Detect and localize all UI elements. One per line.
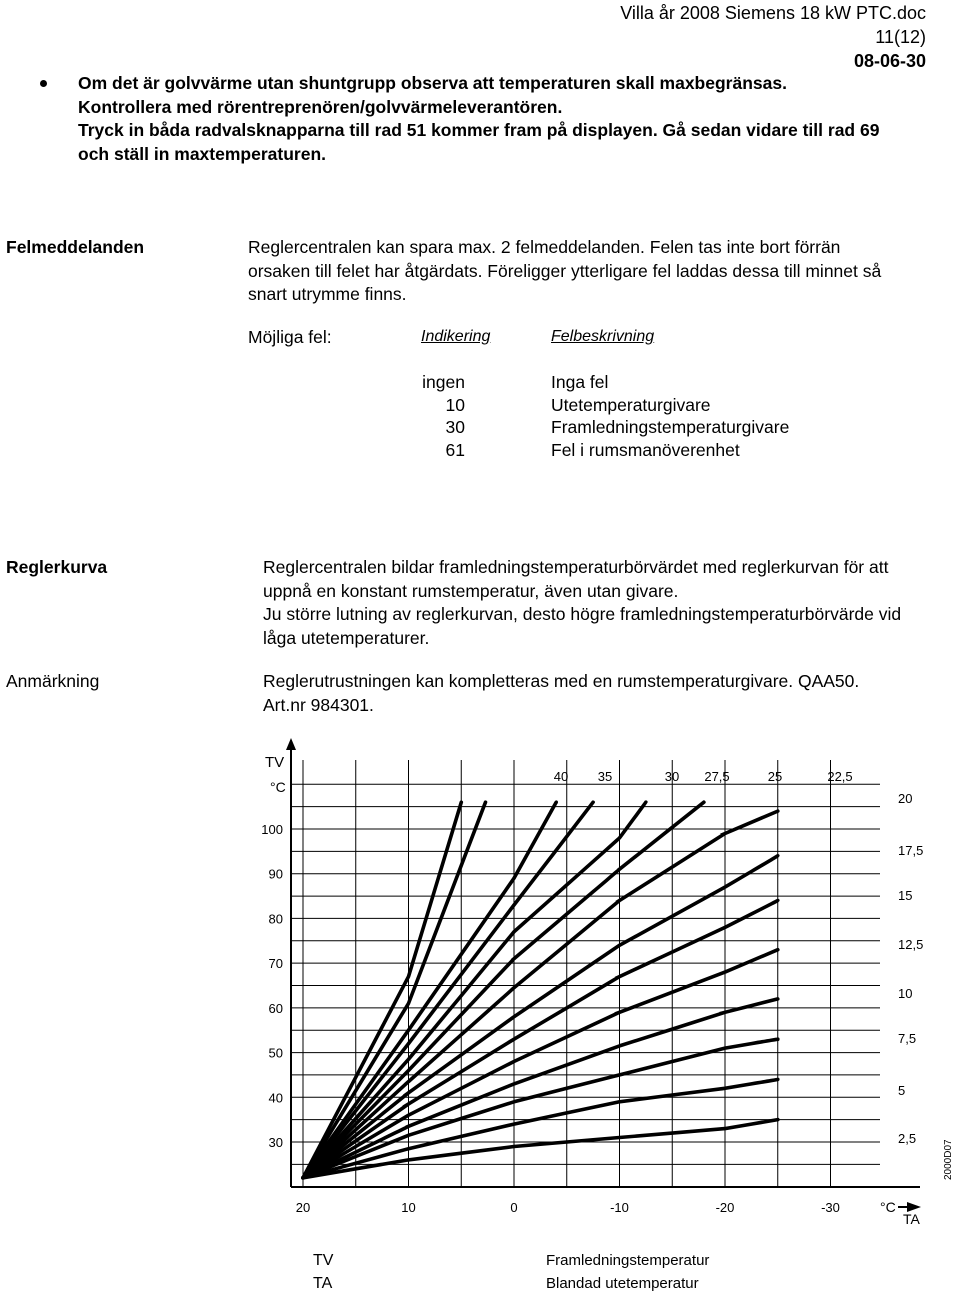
- legend-text: Blandad utetemperatur: [546, 1275, 699, 1292]
- table-row: [0, 371, 960, 394]
- text-line: Reglercentralen kan spara max. 2 felmeddelanden. Felen tas inte bort förrän: [248, 237, 841, 257]
- bullet-line: Tryck in båda radvalsknapparna till rad 51 kommer fram på displayen. Gå sedan vidare till rad 69: [78, 120, 880, 140]
- curve-label: 22,5: [827, 769, 853, 784]
- curve-label: 17,5: [898, 843, 924, 858]
- curve-label: 30: [664, 769, 680, 784]
- anmarkning-text: [263, 670, 953, 717]
- bullet-line: och ställ in maxtemperaturen.: [78, 143, 326, 164]
- x-axis-unit: °C: [880, 1199, 896, 1215]
- curve-label: 12,5: [898, 937, 924, 952]
- bullet-line: Kontrollera med rörentreprenören/golvvärmeleverantören.: [78, 96, 563, 117]
- fault-description: Framledningstemperaturgivare: [551, 417, 790, 437]
- curve-label: 7,5: [898, 1031, 917, 1046]
- text-line: Reglercentralen bildar framledningstemperaturbörvärdet med reglerkurvan för att: [263, 557, 889, 577]
- anmarkning-heading: Anmärkning: [6, 671, 100, 691]
- heating-curve-20: [303, 811, 778, 1178]
- text-line: orsaken till felet har åtgärdats. Föreligger ytterligare fel laddas dessa till minnet så: [248, 260, 882, 281]
- text-line: låga utetemperaturer.: [263, 627, 430, 648]
- page-number: 11(12): [875, 27, 926, 47]
- table-row: [0, 439, 960, 462]
- x-tick-label: -30: [821, 1200, 840, 1215]
- bullet-line: Om det är golvvärme utan shuntgrupp observa att temperaturen skall maxbegränsas.: [78, 73, 787, 93]
- y-tick-label: 80: [268, 911, 283, 927]
- legend-text: Framledningstemperatur: [546, 1252, 710, 1269]
- y-tick-labels: [261, 822, 283, 1150]
- y-tick-label: 60: [268, 1000, 283, 1016]
- bullet-paragraph: [40, 72, 950, 166]
- curve-label: 20: [898, 791, 913, 806]
- fault-table: [0, 371, 960, 463]
- reglerkurva-text: [263, 556, 957, 650]
- fault-description: Utetemperaturgivare: [551, 394, 711, 415]
- curve-label: 35: [597, 769, 613, 784]
- heating-curves: [303, 802, 778, 1178]
- x-tick-label: 0: [510, 1200, 518, 1215]
- legend-key: TA: [313, 1275, 333, 1292]
- curve-label: 2,5: [898, 1131, 917, 1146]
- heating-curve-35: [303, 802, 486, 1178]
- chart-legend: [313, 1252, 709, 1292]
- x-tick-label: -20: [715, 1200, 735, 1215]
- fault-code: 10: [445, 394, 465, 415]
- text-line: Art.nr 984301.: [263, 694, 374, 715]
- y-axis-arrow-icon: [286, 738, 296, 750]
- figure-code: 2000D07: [943, 1139, 954, 1180]
- curve-label: 40: [553, 769, 569, 784]
- y-tick-label: 100: [261, 822, 283, 837]
- y-tick-label: 30: [268, 1135, 283, 1150]
- text-line: uppnå en konstant rumstemperatur, även utan givare.: [263, 580, 679, 601]
- possible-faults-label: Möjliga fel:: [248, 327, 332, 347]
- heating-curve-chart: [0, 730, 960, 1296]
- text-line: snart utrymme finns.: [248, 284, 407, 304]
- bullet-icon: [40, 80, 47, 87]
- x-tick-label: 20: [295, 1200, 311, 1215]
- x-tick-labels: [296, 1200, 840, 1215]
- curve-label: 10: [898, 986, 913, 1001]
- y-tick-label: 70: [268, 956, 283, 972]
- y-tick-label: 40: [268, 1090, 283, 1106]
- fault-description: Inga fel: [551, 372, 609, 392]
- x-tick-label: 10: [401, 1200, 416, 1215]
- y-axis-label: TV: [265, 754, 285, 771]
- table-row: [0, 394, 960, 417]
- text-line: Reglerutrustningen kan kompletteras med en rumstemperaturgivare. QAA50.: [263, 671, 860, 691]
- y-tick-label: 50: [268, 1045, 283, 1061]
- curve-label: 25: [767, 769, 783, 784]
- felmeddelanden-heading: Felmeddelanden: [6, 237, 145, 257]
- x-tick-label: -10: [610, 1200, 629, 1215]
- document-filename: Villa år 2008 Siemens 18 kW PTC.doc: [620, 3, 926, 23]
- fault-code: 30: [445, 417, 465, 437]
- curve-labels: [554, 769, 924, 1146]
- fault-code: 61: [445, 439, 465, 460]
- table-row: [0, 416, 960, 439]
- col-header-indikering: Indikering: [421, 328, 491, 345]
- y-tick-label: 90: [268, 866, 283, 882]
- y-axis-unit: °C: [270, 779, 286, 795]
- felmeddelanden-text: [248, 236, 953, 307]
- fault-description: Fel i rumsmanöverenhet: [551, 439, 740, 460]
- fault-code: ingen: [422, 372, 465, 392]
- curve-label: 27,5: [704, 769, 730, 784]
- reglerkurva-heading: Reglerkurva: [6, 557, 108, 577]
- col-header-felbeskrivning: Felbeskrivning: [551, 328, 655, 345]
- text-line: Ju större lutning av reglerkurvan, desto högre framledningstemperaturbörvärde vid: [263, 604, 902, 624]
- legend-key: TV: [313, 1252, 334, 1269]
- curve-label: 5: [898, 1083, 906, 1098]
- document-date: 08-06-30: [853, 51, 926, 71]
- curve-label: 15: [898, 888, 913, 903]
- x-axis-label: TA: [903, 1211, 920, 1227]
